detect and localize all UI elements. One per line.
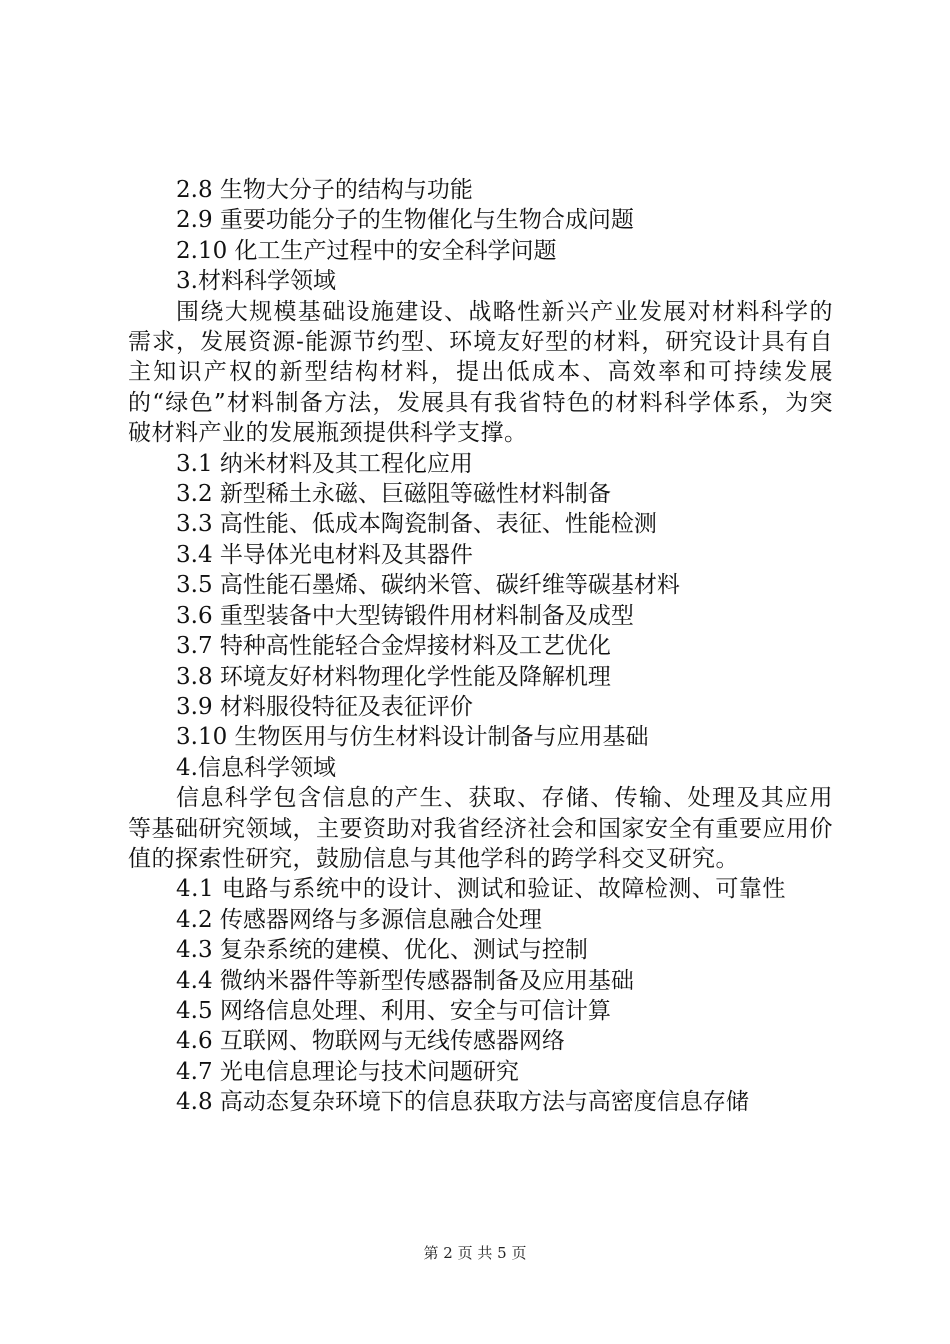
list-item: 3.1 纳米材料及其工程化应用: [176, 450, 473, 477]
list-item: 4.5 网络信息处理、利用、安全与可信计算: [176, 997, 611, 1024]
list-item: 3.3 高性能、低成本陶瓷制备、表征、性能检测: [176, 511, 657, 538]
list-item: 4.7 光电信息理论与技术问题研究: [176, 1058, 519, 1085]
list-item: 2.8 生物大分子的结构与功能: [176, 177, 473, 203]
paragraph-information: 信息科学包含信息的产生、获取、存储、传输、处理及其应用等基础研究领域，主要资助对我省经济社会和国家安全有重要应用价值的探索性研究，鼓励信息与其他学科的跨学科交叉研究。: [128, 785, 833, 872]
list-item: 4.8 高动态复杂环境下的信息获取方法与高密度信息存储: [176, 1089, 749, 1116]
list-item: 4.3 复杂系统的建模、优化、测试与控制: [176, 937, 588, 964]
document-body: [128, 175, 833, 1118]
list-item: 4.2 传感器网络与多源信息融合处理: [176, 906, 542, 933]
list-item: 4.6 互联网、物联网与无线传感器网络: [176, 1028, 565, 1055]
list-item: 3.8 环境友好材料物理化学性能及降解机理: [176, 663, 611, 690]
paragraph-materials: 围绕大规模基础设施建设、战略性新兴产业发展对材料科学的需求，发展资源-能源节约型、环境友好型的材料，研究设计具有自主知识产权的新型结构材料，提出低成本、高效率和可持续发展的“绿色”材料制备方法，发展具有我省特色的材料科学体系，为突破材料产业的发展瓶颈提供科学支撑。: [128, 298, 833, 447]
list-item: 2.9 重要功能分子的生物催化与生物合成问题: [176, 207, 634, 234]
page-footer: 第 2 页 共 5 页: [423, 1244, 527, 1262]
list-item: 3.4 半导体光电材料及其器件: [176, 541, 473, 568]
list-item: 3.7 特种高性能轻合金焊接材料及工艺优化: [176, 633, 611, 660]
list-item: 2.10 化工生产过程中的安全科学问题: [176, 237, 557, 264]
list-item: 3.2 新型稀土永磁、巨磁阻等磁性材料制备: [176, 481, 611, 508]
list-item: 3.5 高性能石墨烯、碳纳米管、碳纤维等碳基材料: [176, 572, 680, 599]
list-item: 4.4 微纳米器件等新型传感器制备及应用基础: [176, 967, 634, 994]
list-item: 3.6 重型装备中大型铸锻件用材料制备及成型: [176, 602, 634, 629]
list-item: 3.9 材料服役特征及表征评价: [176, 693, 473, 720]
list-item-wrapped: 4.1 电路与系统中的设计、测试和验证、故障检测、可靠性: [176, 876, 786, 903]
list-item: 3.10 生物医用与仿生材料设计制备与应用基础: [176, 724, 649, 751]
section-heading-information: 4.信息科学领域: [176, 754, 336, 781]
section-heading-materials: 3.材料科学领域: [176, 268, 336, 295]
